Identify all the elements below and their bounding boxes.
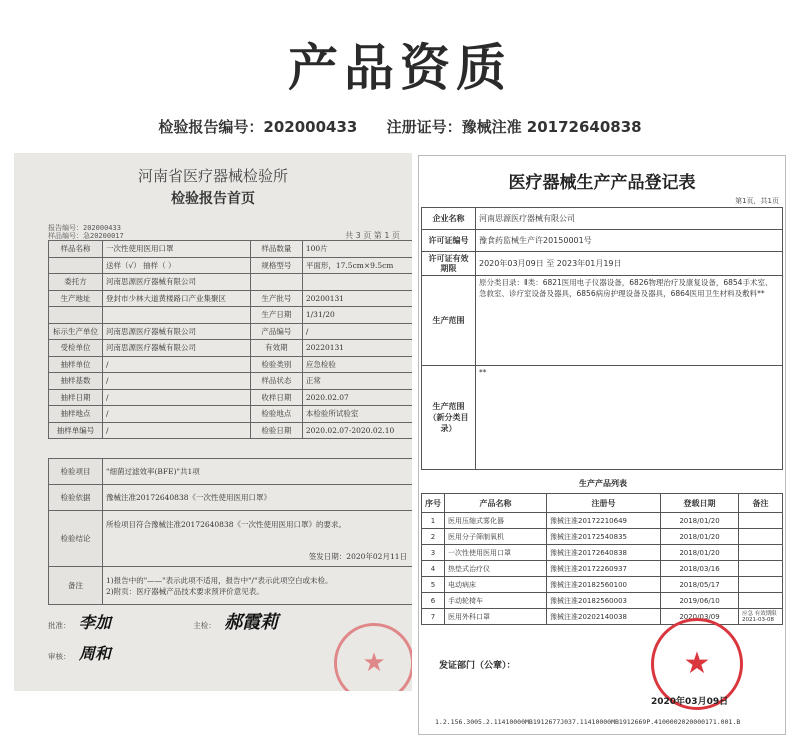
remark-2: 2)附页：医疗器械产品技术要求预评价意见表。	[106, 586, 264, 596]
row-label: 抽样地点	[49, 406, 103, 423]
product-reg-no: 豫械注准20172260937	[547, 561, 661, 577]
product-date: 2018/01/20	[661, 529, 739, 545]
table-row	[422, 561, 783, 577]
table-row	[422, 593, 783, 609]
remark-label: 备注	[49, 567, 103, 605]
report-row	[49, 340, 413, 357]
row-value: /	[103, 356, 251, 373]
row-value	[103, 307, 251, 324]
production-scope-new: **	[476, 366, 783, 470]
report-row	[49, 241, 413, 258]
meta-report-no: 报告编号：202000433	[48, 224, 121, 232]
validity-period: 2020年03月09日 至 2023年01月19日	[476, 252, 783, 276]
product-name: 医用分子筛制氧机	[445, 529, 547, 545]
report-row	[49, 323, 413, 340]
report-row	[49, 257, 413, 274]
table-row	[422, 577, 783, 593]
product-date: 2020/03/09	[661, 609, 739, 625]
row-label2: 检验类别	[250, 356, 302, 373]
product-reg-no: 豫械注准20172540835	[547, 529, 661, 545]
row-value: 送样（√） 抽样（ ）	[103, 257, 251, 274]
remark-1: 1)报告中的"——"表示此项不适用，报告中"/"表示此项空白或未检。	[106, 575, 333, 585]
row-value: 一次性使用医用口罩	[103, 241, 251, 258]
company-label: 企业名称	[422, 208, 476, 230]
row-value: /	[103, 373, 251, 390]
product-name: 医用外科口罩	[445, 609, 547, 625]
row-value2: 应急检验	[302, 356, 412, 373]
row-value2	[302, 274, 412, 291]
product-date: 2019/06/10	[661, 593, 739, 609]
header-name: 产品名称	[445, 494, 547, 513]
row-value2: /	[302, 323, 412, 340]
approver-signature: 李加	[78, 613, 111, 632]
product-note: 应急 有效期限 2021-03-08	[739, 609, 783, 625]
product-no: 1	[422, 513, 445, 529]
report-table-lower	[48, 458, 412, 605]
sign-date: 签发日期：2020年02月11日	[308, 552, 407, 561]
left-pager: 共 3 页 第 1 页	[345, 231, 400, 240]
row-label2: 样品数量	[250, 241, 302, 258]
row-label: 受检单位	[49, 340, 103, 357]
row-label2: 检验日期	[250, 422, 302, 439]
product-list-table	[421, 493, 783, 625]
star-icon: ★	[683, 646, 711, 681]
row-label: 样品名称	[49, 241, 103, 258]
row-label2: 检验地点	[250, 406, 302, 423]
issuer-label: 发证部门（公章）：	[439, 661, 516, 671]
row-value2: 20200131	[302, 290, 412, 307]
header-note: 备注	[739, 494, 783, 513]
row-label2: 有效期	[250, 340, 302, 357]
reg-cert: 豫械注准 20172640838	[461, 118, 642, 136]
row-label: 抽样单编号	[49, 422, 103, 439]
reviewer-label: 审核：	[48, 652, 71, 661]
certificate-line	[0, 116, 800, 137]
product-name: 一次性使用医用口罩	[445, 545, 547, 561]
report-no: 202000433	[263, 118, 358, 136]
report-table	[48, 240, 412, 439]
product-name: 电动病床	[445, 577, 547, 593]
row-value2: 100片	[302, 241, 412, 258]
inspection-seal-stamp	[334, 623, 412, 691]
license-label: 许可证编号	[422, 230, 476, 252]
product-note	[739, 561, 783, 577]
table-row	[422, 545, 783, 561]
conclusion: 所检项目符合豫械注准20172640838《一次性使用医用口罩》的要求。	[106, 520, 346, 529]
row-label2: 生产日期	[250, 307, 302, 324]
product-date: 2018/01/20	[661, 513, 739, 529]
row-label: 标示生产单位	[49, 323, 103, 340]
row-value2: 本检验所试验室	[302, 406, 412, 423]
meta-sample-no: 样品编号：急20200017	[48, 232, 124, 240]
table-row	[422, 529, 783, 545]
product-no: 5	[422, 577, 445, 593]
table-row	[422, 609, 783, 625]
registration-title: 医疗器械生产产品登记表	[508, 173, 696, 193]
report-no-label: 检验报告编号：	[158, 118, 264, 136]
scope-label: 生产范围	[422, 276, 476, 366]
product-name: 热垫式治疗仪	[445, 561, 547, 577]
star-icon: ★	[362, 648, 386, 678]
header-date: 登载日期	[661, 494, 739, 513]
row-value2: 1/31/20	[302, 307, 412, 324]
product-no: 7	[422, 609, 445, 625]
product-note	[739, 529, 783, 545]
row-value: /	[103, 422, 251, 439]
company-info-table	[421, 207, 783, 470]
row-label: 委托方	[49, 274, 103, 291]
report-row	[49, 307, 413, 324]
reg-cert-label: 注册证号：	[386, 118, 462, 136]
inspection-report-document	[14, 153, 412, 691]
row-label2: 规格型号	[250, 257, 302, 274]
inspector-signature: 郝霞莉	[224, 612, 279, 633]
row-label2: 样品状态	[250, 373, 302, 390]
right-pager: 第1页，共1页	[735, 197, 779, 205]
product-date: 2018/01/20	[661, 545, 739, 561]
issue-date: 2020年03月09日	[651, 697, 729, 707]
product-note	[739, 577, 783, 593]
product-reg-no: 豫械注准20182560003	[547, 593, 661, 609]
row-value: 河南思源医疗器械有限公司	[103, 274, 251, 291]
row-value: /	[103, 406, 251, 423]
product-reg-no: 豫械注准20172640838	[547, 545, 661, 561]
row-label: 生产地址	[49, 290, 103, 307]
product-no: 2	[422, 529, 445, 545]
product-note	[739, 545, 783, 561]
report-row	[49, 422, 413, 439]
conclusion-label: 检验结论	[49, 511, 103, 567]
row-value: 河南思源医疗器械有限公司	[103, 340, 251, 357]
validity-label: 许可证有效期限	[422, 252, 476, 276]
basis-label: 检验依据	[49, 485, 103, 511]
row-label	[49, 307, 103, 324]
row-label	[49, 257, 103, 274]
product-name: 手动轮椅车	[445, 593, 547, 609]
test-item: "细菌过滤效率(BFE)"共1项	[103, 459, 413, 485]
report-row	[49, 356, 413, 373]
test-item-label: 检验项目	[49, 459, 103, 485]
table-row	[422, 513, 783, 529]
footer-code: 1.2.156.3005.2.11410000MB1912677J037.11410000MB1912669P.4100002020000171.001.B	[435, 718, 741, 726]
product-note	[739, 593, 783, 609]
report-row	[49, 290, 413, 307]
row-label: 抽样基数	[49, 373, 103, 390]
report-row	[49, 373, 413, 390]
row-label: 抽样日期	[49, 389, 103, 406]
product-note	[739, 513, 783, 529]
company-name: 河南思源医疗器械有限公司	[476, 208, 783, 230]
license-no: 豫食药监械生产许20150001号	[476, 230, 783, 252]
product-reg-no: 豫械注准20182560100	[547, 577, 661, 593]
product-no: 6	[422, 593, 445, 609]
product-name: 医用压缩式雾化器	[445, 513, 547, 529]
page-title: 产品资质	[288, 39, 512, 97]
report-row	[49, 274, 413, 291]
header-reg: 注册号	[547, 494, 661, 513]
row-value2: 平面形，17.5cm×9.5cm	[302, 257, 412, 274]
row-value2: 2020.02.07-2020.02.10	[302, 422, 412, 439]
row-label: 抽样单位	[49, 356, 103, 373]
production-scope: 原分类目录：Ⅱ类：6821医用电子仪器设备，6826物理治疗及康复设备，6854手术室、急救室、诊疗室设备及器具，6856病房护理设备及器具，6864医用卫生材料及敷料**	[476, 276, 783, 366]
row-value2: 正常	[302, 373, 412, 390]
product-no: 4	[422, 561, 445, 577]
report-row	[49, 406, 413, 423]
institute-name: 河南省医疗器械检验所	[137, 167, 288, 185]
approver-label: 批准：	[48, 621, 71, 630]
product-date: 2018/03/16	[661, 561, 739, 577]
row-label2: 生产批号	[250, 290, 302, 307]
row-value2: 2020.02.07	[302, 389, 412, 406]
reviewer-signature: 周和	[78, 644, 111, 663]
product-reg-no: 豫械注准20202140038	[547, 609, 661, 625]
scope-new-label: 生产范围（新分类目录）	[422, 366, 476, 470]
report-subtitle: 检验报告首页	[171, 191, 255, 207]
inspector-label: 主检：	[193, 621, 216, 630]
header-no: 序号	[422, 494, 445, 513]
product-date: 2018/05/17	[661, 577, 739, 593]
product-list-title: 生产产品列表	[579, 479, 627, 488]
basis: 豫械注准20172640838《一次性使用医用口罩》	[103, 485, 413, 511]
row-value2: 20220131	[302, 340, 412, 357]
product-reg-no: 豫械注准20172210649	[547, 513, 661, 529]
row-label2: 产品编号	[250, 323, 302, 340]
row-value: 河南思源医疗器械有限公司	[103, 323, 251, 340]
product-no: 3	[422, 545, 445, 561]
row-value: /	[103, 389, 251, 406]
row-value: 登封市少林大道黄楼路口产业集聚区	[103, 290, 251, 307]
row-label2	[250, 274, 302, 291]
registration-form-document	[418, 155, 786, 735]
report-row	[49, 389, 413, 406]
row-label2: 收样日期	[250, 389, 302, 406]
